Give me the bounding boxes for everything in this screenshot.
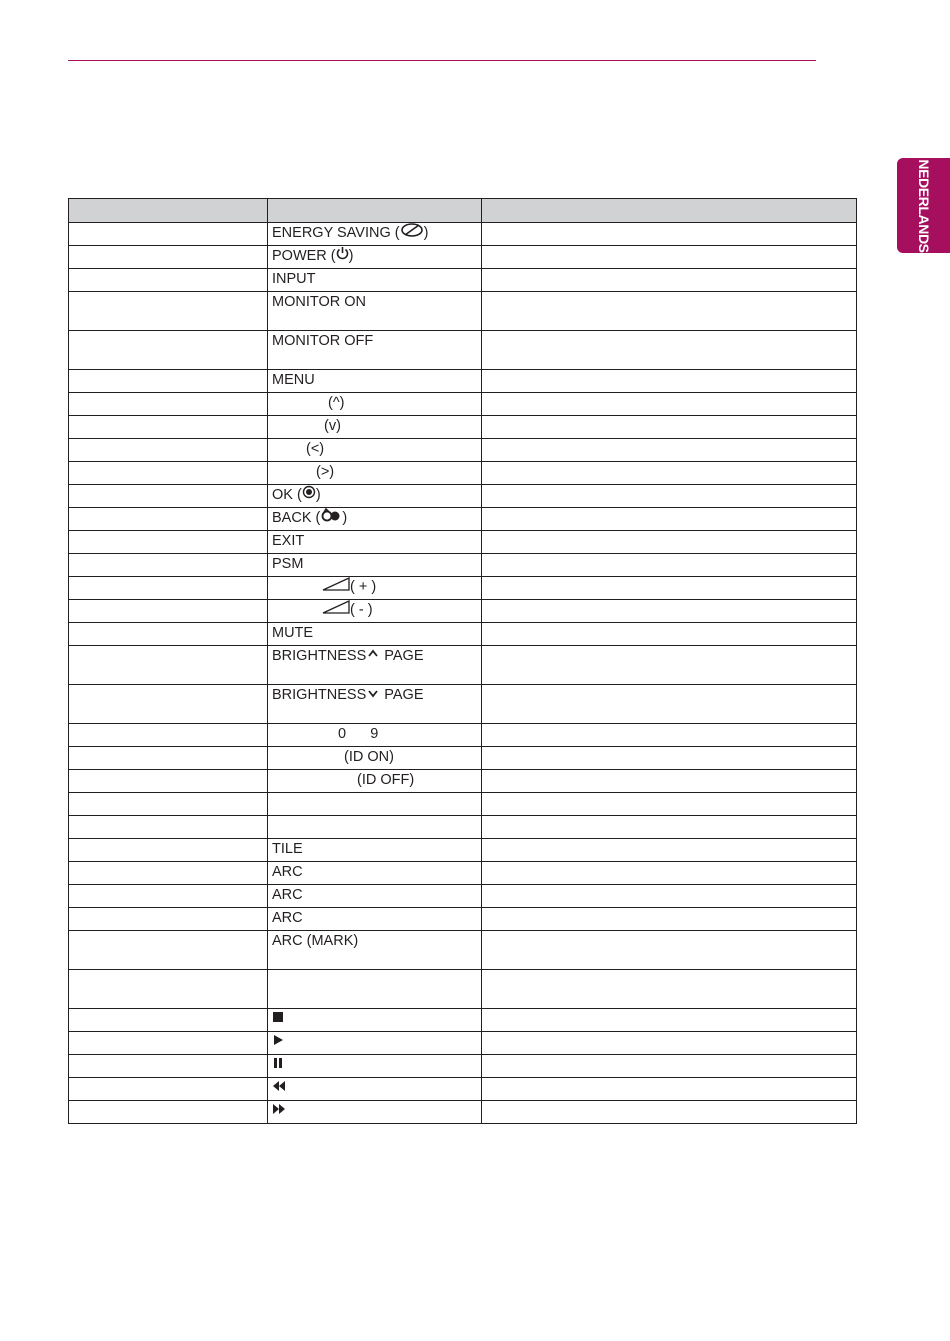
key-cell	[268, 931, 482, 970]
table-row	[69, 862, 857, 885]
key-label: BACK (	[272, 510, 321, 527]
description-cell	[482, 439, 857, 462]
table-row	[69, 577, 857, 600]
description-cell	[482, 908, 857, 931]
description-cell	[482, 862, 857, 885]
code-cell	[69, 685, 268, 724]
code-cell	[69, 223, 268, 246]
code-cell	[69, 1078, 268, 1101]
description-cell	[482, 370, 857, 393]
key-label: POWER (	[272, 248, 336, 265]
description-cell	[482, 839, 857, 862]
key-label: ARC	[272, 910, 303, 926]
code-cell	[69, 816, 268, 839]
description-cell	[482, 292, 857, 331]
description-cell	[482, 885, 857, 908]
key-cell	[268, 485, 482, 508]
key-cell	[268, 554, 482, 577]
key-label: ARC	[272, 887, 303, 903]
table-row	[69, 292, 857, 331]
description-cell	[482, 931, 857, 970]
key-cell	[268, 508, 482, 531]
code-cell	[69, 1009, 268, 1032]
key-cell	[268, 646, 482, 685]
description-cell	[482, 577, 857, 600]
description-cell	[482, 554, 857, 577]
language-tab-label: NEDERLANDS	[915, 158, 932, 253]
description-cell	[482, 485, 857, 508]
code-cell	[69, 1101, 268, 1124]
code-cell	[69, 269, 268, 292]
description-cell	[482, 623, 857, 646]
table-row	[69, 623, 857, 646]
table-row	[69, 246, 857, 269]
stop-icon	[272, 1009, 284, 1030]
key-cell	[268, 770, 482, 793]
key-label: MONITOR OFF	[272, 333, 374, 349]
key-suffix: PAGE	[380, 687, 424, 704]
key-cell	[268, 793, 482, 816]
code-cell	[69, 623, 268, 646]
description-cell	[482, 724, 857, 747]
rewind-icon	[272, 1078, 286, 1099]
description-cell	[482, 747, 857, 770]
description-cell	[482, 685, 857, 724]
key-cell	[268, 416, 482, 439]
code-cell	[69, 600, 268, 623]
table-row	[69, 223, 857, 246]
description-cell	[482, 269, 857, 292]
code-cell	[69, 393, 268, 416]
table-row	[69, 770, 857, 793]
key-cell	[268, 439, 482, 462]
code-cell	[69, 839, 268, 862]
table-row	[69, 724, 857, 747]
key-label: ENERGY SAVING (	[272, 225, 400, 242]
code-cell	[69, 1055, 268, 1078]
key-label: (ID OFF)	[357, 772, 415, 788]
table-row	[69, 839, 857, 862]
key-label: BRIGHTNESS	[272, 687, 367, 704]
table-row	[69, 485, 857, 508]
table-row	[69, 554, 857, 577]
key-cell	[268, 1078, 482, 1101]
description-cell	[482, 646, 857, 685]
key-label: (<)	[306, 441, 325, 457]
key-label: TILE	[272, 841, 303, 857]
key-cell	[268, 577, 482, 600]
code-cell	[69, 370, 268, 393]
code-cell	[69, 970, 268, 1009]
key-cell	[268, 1009, 482, 1032]
description-cell	[482, 1078, 857, 1101]
description-cell	[482, 416, 857, 439]
key-cell	[268, 1101, 482, 1124]
key-cell	[268, 292, 482, 331]
code-cell	[69, 908, 268, 931]
description-cell	[482, 816, 857, 839]
key-label: BRIGHTNESS	[272, 648, 367, 665]
table-row	[69, 646, 857, 685]
key-suffix: )	[315, 487, 321, 504]
key-label: (v)	[324, 418, 341, 434]
key-cell	[268, 600, 482, 623]
key-label: OK (	[272, 487, 302, 504]
key-cell	[268, 970, 482, 1009]
key-cell	[268, 724, 482, 747]
table-row	[69, 793, 857, 816]
key-label: MENU	[272, 372, 315, 388]
table-row	[69, 747, 857, 770]
ok-icon	[302, 485, 316, 506]
code-cell	[69, 747, 268, 770]
key-cell	[268, 839, 482, 862]
code-cell	[69, 246, 268, 269]
table-row	[69, 1078, 857, 1101]
description-cell	[482, 508, 857, 531]
code-cell	[69, 885, 268, 908]
language-tab	[897, 158, 950, 253]
table-row	[69, 970, 857, 1009]
key-cell	[268, 1032, 482, 1055]
description-cell	[482, 462, 857, 485]
code-cell	[69, 793, 268, 816]
code-cell	[69, 1032, 268, 1055]
description-cell	[482, 531, 857, 554]
description-cell	[482, 331, 857, 370]
key-cell	[268, 331, 482, 370]
description-cell	[482, 246, 857, 269]
key-suffix: PAGE	[380, 648, 424, 665]
chevron-down-icon	[366, 685, 380, 706]
table-row	[69, 931, 857, 970]
table-row	[69, 1055, 857, 1078]
code-cell	[69, 724, 268, 747]
key-label: ( - )	[350, 602, 373, 619]
key-cell	[268, 269, 482, 292]
table-row	[69, 269, 857, 292]
remote-code-table	[68, 198, 857, 1124]
power-icon	[336, 246, 349, 267]
table-row	[69, 1032, 857, 1055]
key-suffix: )	[348, 248, 354, 265]
table-row	[69, 370, 857, 393]
description-cell	[482, 600, 857, 623]
table-header-row	[69, 199, 857, 223]
table-row	[69, 331, 857, 370]
table-row	[69, 685, 857, 724]
key-label: INPUT	[272, 271, 316, 287]
description-cell	[482, 1101, 857, 1124]
key-label: (ID ON)	[344, 749, 394, 765]
energy-saving-icon	[400, 223, 424, 244]
description-cell	[482, 770, 857, 793]
table-row	[69, 1101, 857, 1124]
key-cell	[268, 885, 482, 908]
key-label: ARC (MARK)	[272, 933, 359, 949]
table-row	[69, 816, 857, 839]
key-suffix: )	[342, 510, 348, 527]
volume-icon	[322, 577, 350, 598]
key-label: (>)	[316, 464, 335, 480]
key-label: 0 9	[338, 726, 379, 742]
table-row	[69, 393, 857, 416]
key-cell	[268, 908, 482, 931]
description-cell	[482, 1032, 857, 1055]
table-row	[69, 416, 857, 439]
key-label: (^)	[328, 395, 345, 411]
table-row	[69, 908, 857, 931]
back-icon	[320, 508, 342, 529]
key-cell	[268, 370, 482, 393]
key-cell	[268, 685, 482, 724]
key-label: MONITOR ON	[272, 294, 366, 310]
code-cell	[69, 646, 268, 685]
code-cell	[69, 862, 268, 885]
key-label: EXIT	[272, 533, 305, 549]
key-suffix: )	[423, 225, 429, 242]
code-cell	[69, 554, 268, 577]
play-icon	[272, 1032, 284, 1053]
code-cell	[69, 416, 268, 439]
description-cell	[482, 1009, 857, 1032]
key-label: PSM	[272, 556, 304, 572]
code-cell	[69, 577, 268, 600]
header-cell	[69, 199, 268, 223]
code-cell	[69, 508, 268, 531]
header-cell	[268, 199, 482, 223]
description-cell	[482, 970, 857, 1009]
key-cell	[268, 531, 482, 554]
key-cell	[268, 393, 482, 416]
key-cell	[268, 816, 482, 839]
description-cell	[482, 793, 857, 816]
description-cell	[482, 393, 857, 416]
code-cell	[69, 485, 268, 508]
top-rule	[68, 60, 816, 61]
table-row	[69, 462, 857, 485]
code-cell	[69, 531, 268, 554]
pause-icon	[272, 1055, 284, 1076]
description-cell	[482, 223, 857, 246]
chevron-up-icon	[366, 646, 380, 667]
table-row	[69, 885, 857, 908]
table-row	[69, 1009, 857, 1032]
volume-icon	[322, 600, 350, 621]
code-cell	[69, 770, 268, 793]
key-cell	[268, 747, 482, 770]
table-row	[69, 508, 857, 531]
key-cell	[268, 223, 482, 246]
key-cell	[268, 623, 482, 646]
code-cell	[69, 292, 268, 331]
key-cell	[268, 862, 482, 885]
code-cell	[69, 931, 268, 970]
description-cell	[482, 1055, 857, 1078]
code-cell	[69, 439, 268, 462]
table-row	[69, 531, 857, 554]
key-label: ARC	[272, 864, 303, 880]
key-cell	[268, 246, 482, 269]
fast-forward-icon	[272, 1101, 286, 1122]
key-cell	[268, 462, 482, 485]
table-row	[69, 600, 857, 623]
key-label: MUTE	[272, 625, 314, 641]
key-cell	[268, 1055, 482, 1078]
code-cell	[69, 462, 268, 485]
header-cell	[482, 199, 857, 223]
table-row	[69, 439, 857, 462]
key-label: ( + )	[350, 579, 377, 596]
code-cell	[69, 331, 268, 370]
